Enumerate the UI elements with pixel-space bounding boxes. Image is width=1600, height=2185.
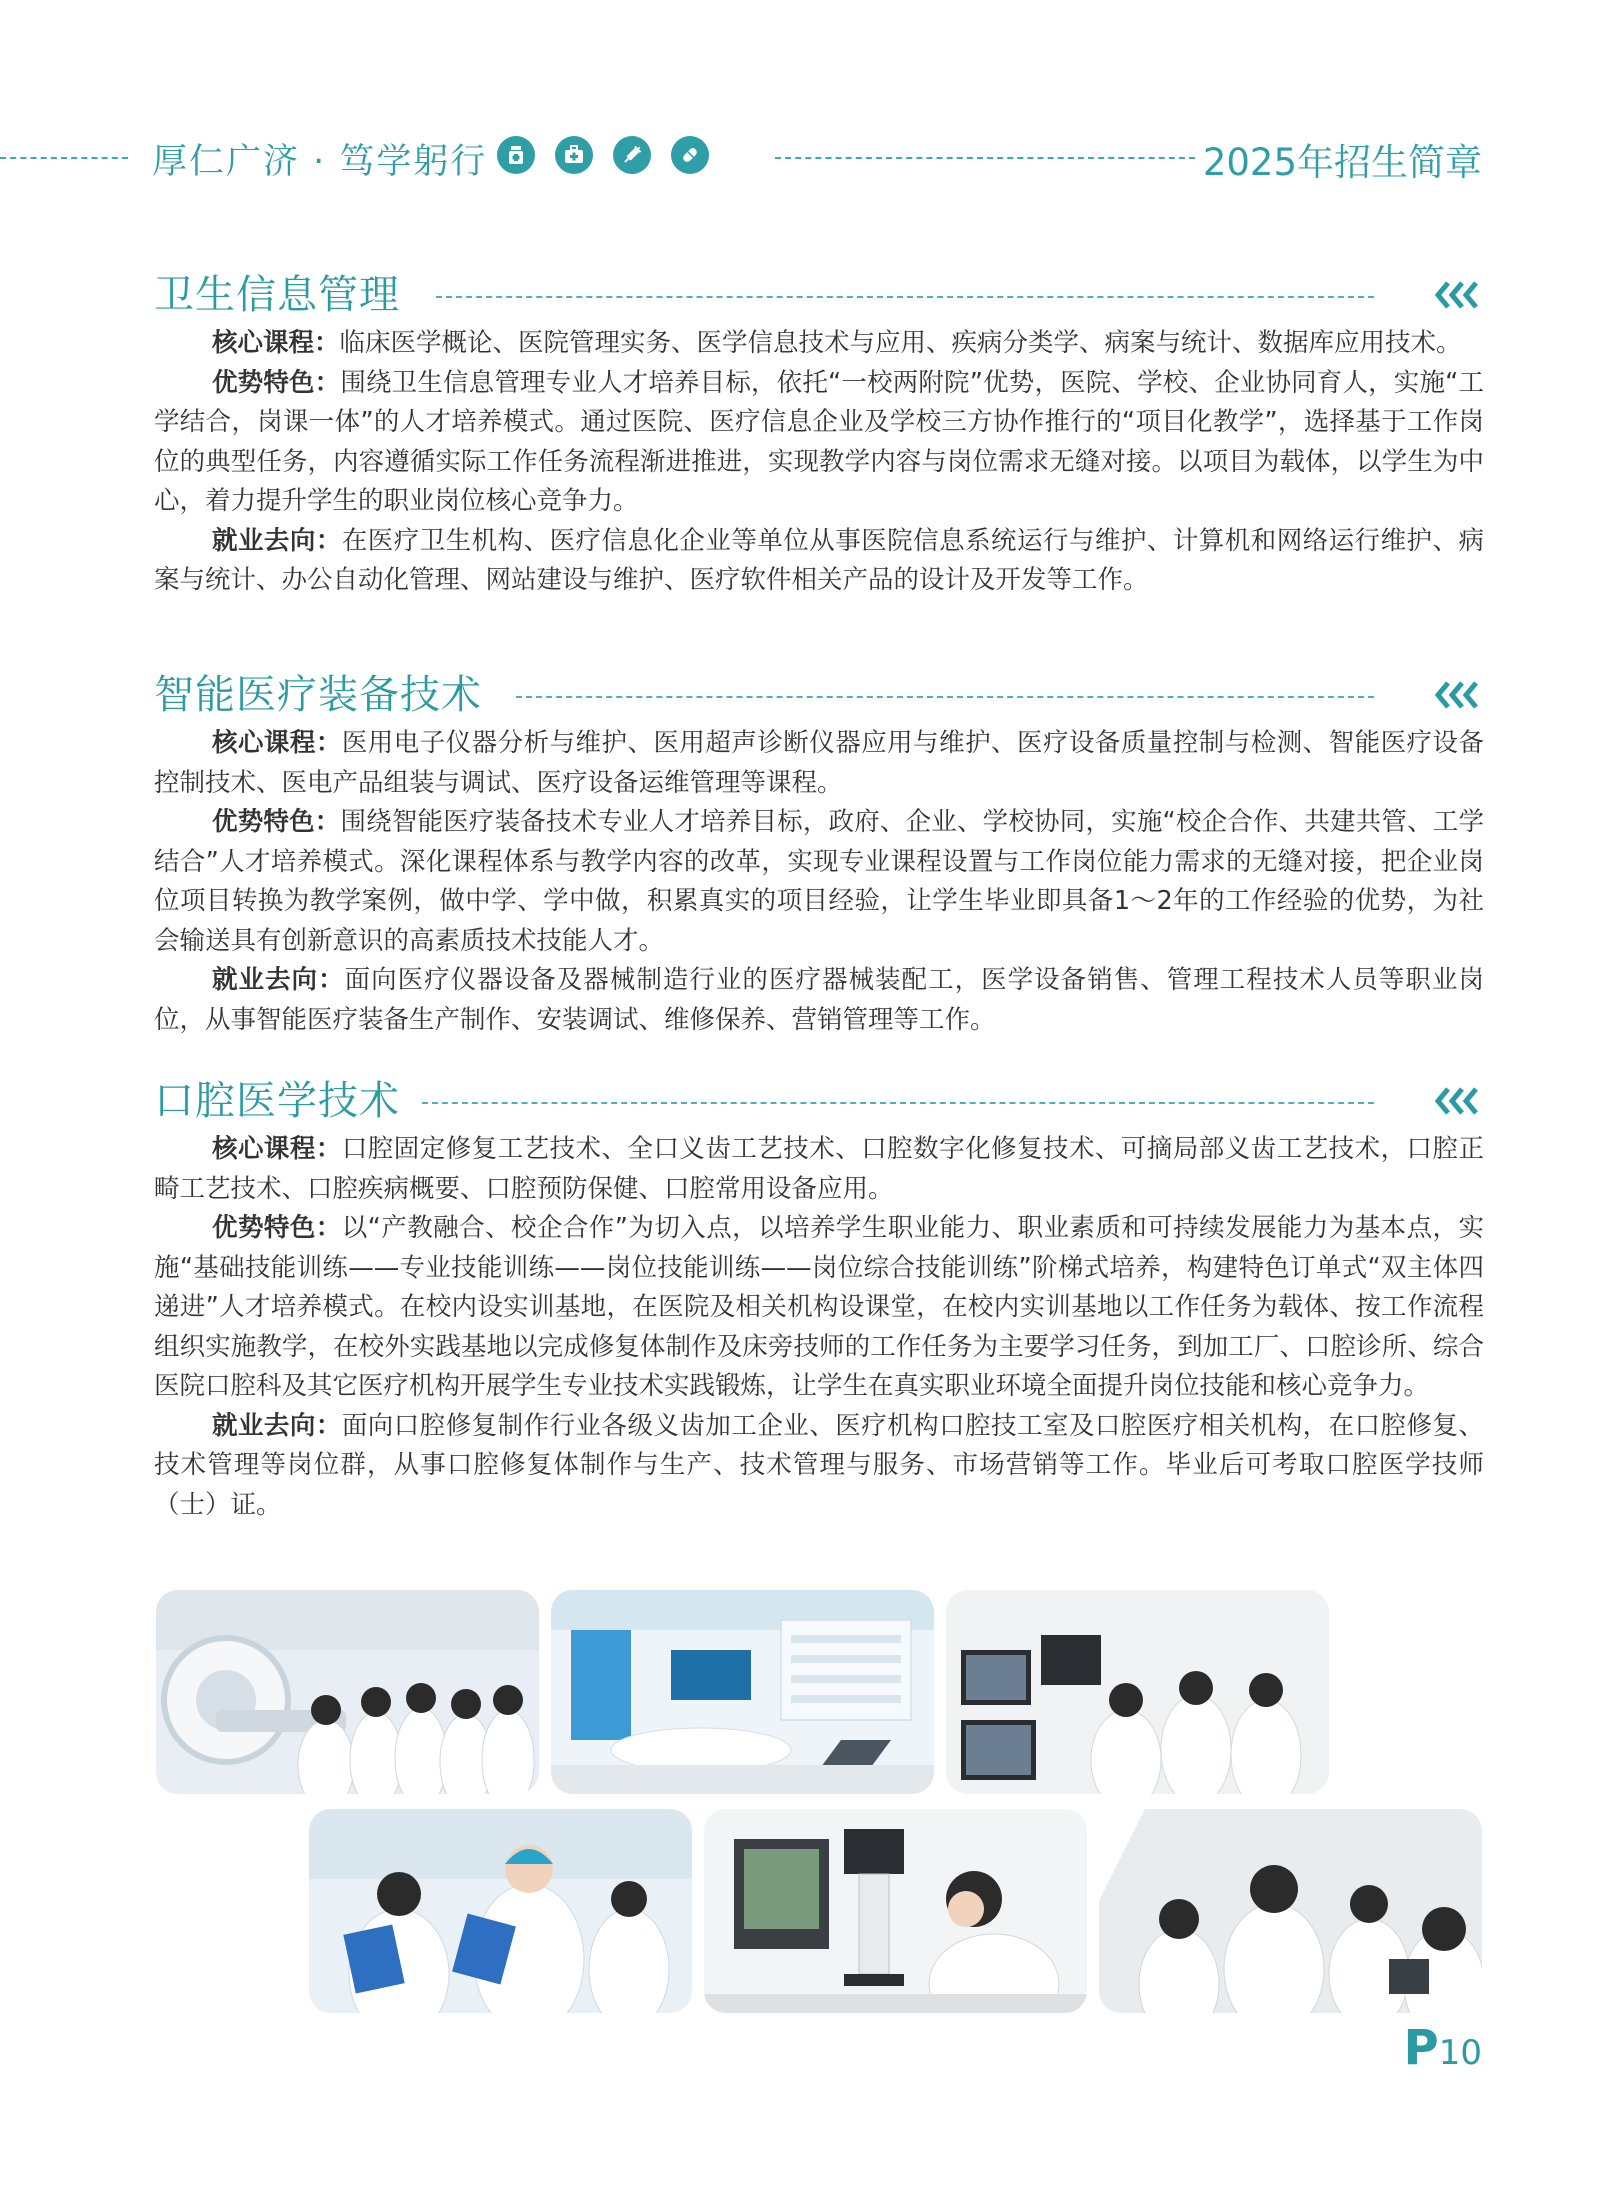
section-header xyxy=(154,268,1484,322)
features-label: 优势特色： xyxy=(212,367,341,398)
features-text: 围绕卫生信息管理专业人才培养目标，依托“一校两附院”优势，医院、学校、企业协同育人，实施“工学结合，岗课一体”的人才培养模式。通过医院、医疗信息企业及学校三方协作推行的“项目化教学”，选择基于工作岗位的典型任务，内容遵循实际工作任务流程渐进推进，实现教学内容与岗位需求无缝对接。以项目为载体，以学生为中心，着力提升学生的职业岗位核心竞争力。 xyxy=(154,367,1484,516)
career-label: 就业去向： xyxy=(212,525,342,556)
pill-icon xyxy=(671,136,709,174)
imaging-workstation-photo xyxy=(946,1590,1329,1794)
header-left-dash xyxy=(0,157,128,159)
career-label: 就业去向： xyxy=(212,1410,342,1441)
section-title: 智能医疗装备技术 xyxy=(154,672,482,718)
career-text: 在医疗卫生机构、医疗信息化企业等单位从事医院信息系统运行与维护、计算机和网络运行维护、病案与统计、办公自动化管理、网站建设与维护、医疗软件相关产品的设计及开发等工作。 xyxy=(154,525,1484,595)
ct-scanner-teaching-photo xyxy=(156,1590,539,1794)
triple-chevron-icon xyxy=(1434,1084,1484,1118)
career-label: 就业去向： xyxy=(212,965,345,995)
features-paragraph xyxy=(154,1209,1484,1407)
career-paragraph xyxy=(154,961,1484,1040)
header-motto: 厚仁广济 · 笃学躬行 xyxy=(152,142,488,182)
clinical-training-photo xyxy=(309,1809,692,2013)
page-prefix: P xyxy=(1403,2020,1439,2076)
section-header xyxy=(154,668,1484,722)
header-right-dash xyxy=(775,157,1195,159)
features-label: 优势特色： xyxy=(212,807,341,837)
lab-group-photo xyxy=(1099,1809,1482,2013)
career-paragraph xyxy=(154,1407,1484,1526)
features-text: 围绕智能医疗装备技术专业人才培养目标，政府、企业、学校协同，实施“校企合作、共建共管、工学结合”人才培养模式。深化课程体系与教学内容的改革，实现专业课程设置与工作岗位能力需求的无缝对接，把企业岗位项目转换为教学案例，做中学、学中做，积累真实的项目经验，让学生毕业即具备1～2年的工作经验的优势，为社会输送具有创新意识的高素质技术技能人才。 xyxy=(154,807,1484,956)
triple-chevron-icon xyxy=(1434,278,1484,312)
core-courses-paragraph xyxy=(154,724,1484,803)
core-courses-text: 口腔固定修复工艺技术、全口义齿工艺技术、口腔数字化修复技术、可摘局部义齿工艺技术，口腔正畸工艺技术、口腔疾病概要、口腔预防保健、口腔常用设备应用。 xyxy=(154,1134,1484,1204)
brochure-title: 2025年招生简章 xyxy=(1202,141,1482,184)
medicine-bottle-icon xyxy=(497,136,535,174)
core-courses-paragraph xyxy=(154,324,1484,364)
page-number-value: 10 xyxy=(1438,2033,1482,2073)
section-dash-line xyxy=(422,1102,1374,1104)
section-dash-line xyxy=(516,696,1374,698)
career-text: 面向口腔修复制作行业各级义齿加工企业、医疗机构口腔技工室及口腔医疗相关机构，在口腔修复、技术管理等岗位群，从事口腔修复体制作与生产、技术管理与服务、市场营销等工作。毕业后可考取口腔医学技师（士）证。 xyxy=(154,1410,1484,1520)
triple-chevron-icon xyxy=(1434,678,1484,712)
section-health-information-management xyxy=(154,268,1484,601)
page-number xyxy=(1404,2020,1482,2076)
section-dental-technology xyxy=(154,1074,1484,1525)
features-paragraph xyxy=(154,803,1484,961)
career-paragraph xyxy=(154,522,1484,601)
section-title: 口腔医学技术 xyxy=(154,1078,400,1124)
core-courses-label: 核心课程： xyxy=(212,1134,342,1164)
dental-display-room-photo xyxy=(551,1590,934,1794)
syringe-icon xyxy=(613,136,651,174)
core-courses-label: 核心课程： xyxy=(212,328,340,358)
section-header xyxy=(154,1074,1484,1128)
header-icon-group xyxy=(497,136,709,174)
section-title: 卫生信息管理 xyxy=(154,272,400,318)
core-courses-text: 临床医学概论、医院管理实务、医学信息技术与应用、疾病分类学、病案与统计、数据库应用技术。 xyxy=(339,328,1462,358)
features-paragraph xyxy=(154,364,1484,522)
microscope-lab-photo xyxy=(704,1809,1087,2013)
core-courses-text: 医用电子仪器分析与维护、医用超声诊断仪器应用与维护、医疗设备质量控制与检测、智能医疗设备控制技术、医电产品组装与调试、医疗设备运维管理等课程。 xyxy=(154,728,1484,798)
features-text: 以“产教融合、校企合作”为切入点，以培养学生职业能力、职业素质和可持续发展能力为基本点，实施“基础技能训练——专业技能训练——岗位技能训练——岗位综合技能训练”阶梯式培养，构建特色订单式“双主体四递进”人才培养模式。在校内设实训基地，在医院及相关机构设课堂，在校内实训基地以工作任务为载体、按工作流程组织实施教学，在校外实践基地以完成修复体制作及床旁技师的工作任务为主要学习任务，到加工厂、口腔诊所、综合医院口腔科及其它医疗机构开展学生专业技术实践锻炼，让学生在真实职业环境全面提升岗位技能和核心竞争力。 xyxy=(154,1213,1484,1401)
medical-kit-icon xyxy=(555,136,593,174)
core-courses-paragraph xyxy=(154,1130,1484,1209)
section-dash-line xyxy=(436,296,1374,298)
section-intelligent-medical-equipment xyxy=(154,668,1484,1040)
core-courses-label: 核心课程： xyxy=(212,728,342,758)
features-label: 优势特色： xyxy=(212,1213,342,1243)
career-text: 面向医疗仪器设备及器械制造行业的医疗器械装配工，医学设备销售、管理工程技术人员等职业岗位，从事智能医疗装备生产制作、安装调试、维修保养、营销管理等工作。 xyxy=(154,965,1484,1035)
